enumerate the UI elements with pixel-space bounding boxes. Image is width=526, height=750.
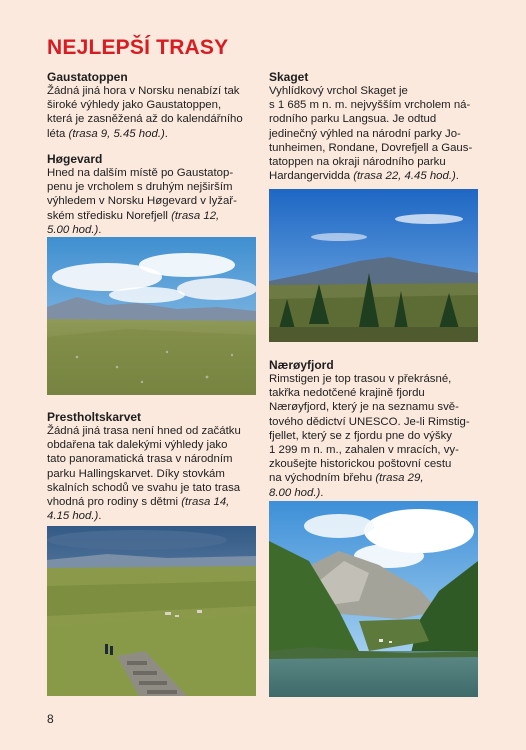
route-text-end: . [320,486,324,499]
route-name: Skaget [269,70,309,84]
route-description [47,84,262,141]
page-number: 8 [47,712,54,726]
route-naeroyfjord [269,358,484,500]
photo-naeroyfjord-valley [269,501,478,697]
route-description [47,166,262,237]
route-text: Rimstigen je top trasou v překrásné, takřka nedotčené krajině fjordu Nærøyfjord, který je na seznamu svě- tového dědictví UNESCO. Je-li Rimstig- fjellet, který se z fjordu pne do výšky 1 299 m n. m., zahalen v mracích, vy- zkoušejte historickou poštovní cestu na východním břehu [269,373,470,485]
route-text: Vyhlídkový vrchol Skaget je s 1 685 m n. m. nejvyšším vrcholem ná- rodního parku Langsua. Je odtud jedinečný výhled na národní parky Jo- tunheimen, Rondane, Dovrefjell a Gaus- tatoppen na okraji národního parku Hardangervidda [269,85,473,183]
route-name: Gaustatoppen [47,70,128,84]
photo-hogevard-plateau [47,237,256,395]
route-reference: (trasa 22, 4.45 hod.) [353,170,456,183]
route-prestholtskarvet [47,410,262,523]
route-reference: (trasa 9, 5.45 hod.) [68,127,165,140]
route-reference: (trasa 12, 5.00 hod.) [47,209,220,236]
route-reference: (trasa 14, 4.15 hod.) [47,496,230,523]
photo-skaget-mountain [269,189,478,342]
photo-prestholtskarvet-trail [47,526,256,696]
route-name: Høgevard [47,152,103,166]
route-description [269,84,484,183]
route-text: Hned na dalším místě po Gaustatop- penu je vrcholem s druhým nejširším výhledem v Norsku Høgevard v lyžař- ském středisku Norefjell [47,167,237,222]
route-skaget [269,70,484,183]
route-hogevard [47,152,262,237]
route-text-end: . [98,510,102,523]
route-text-end: . [98,223,102,236]
route-reference: (trasa 29, 8.00 hod.) [269,472,424,499]
route-description [269,372,484,500]
page-title: NEJLEPŠÍ TRASY [47,36,229,59]
route-description [47,424,262,523]
route-name: Nærøyfjord [269,358,334,372]
route-name: Prestholtskarvet [47,410,142,424]
route-text-end: . [455,170,459,183]
route-gaustatoppen [47,70,262,141]
route-text: Žádná jiná hora v Norsku nenabízí tak široké výhledy jako Gaustatoppen, která je zasněžená až do kalendářního léta [47,85,243,140]
route-text-end: . [164,127,168,140]
route-text: Žádná jiná trasa není hned od začátku obdařena tak dalekými výhledy jako tato panoramatická trasa v národním parku Hallingskarvet. Díky stovkám skalních schodů ve svahu je tato trasa vhodná pro rodiny s dětmi [47,425,241,509]
